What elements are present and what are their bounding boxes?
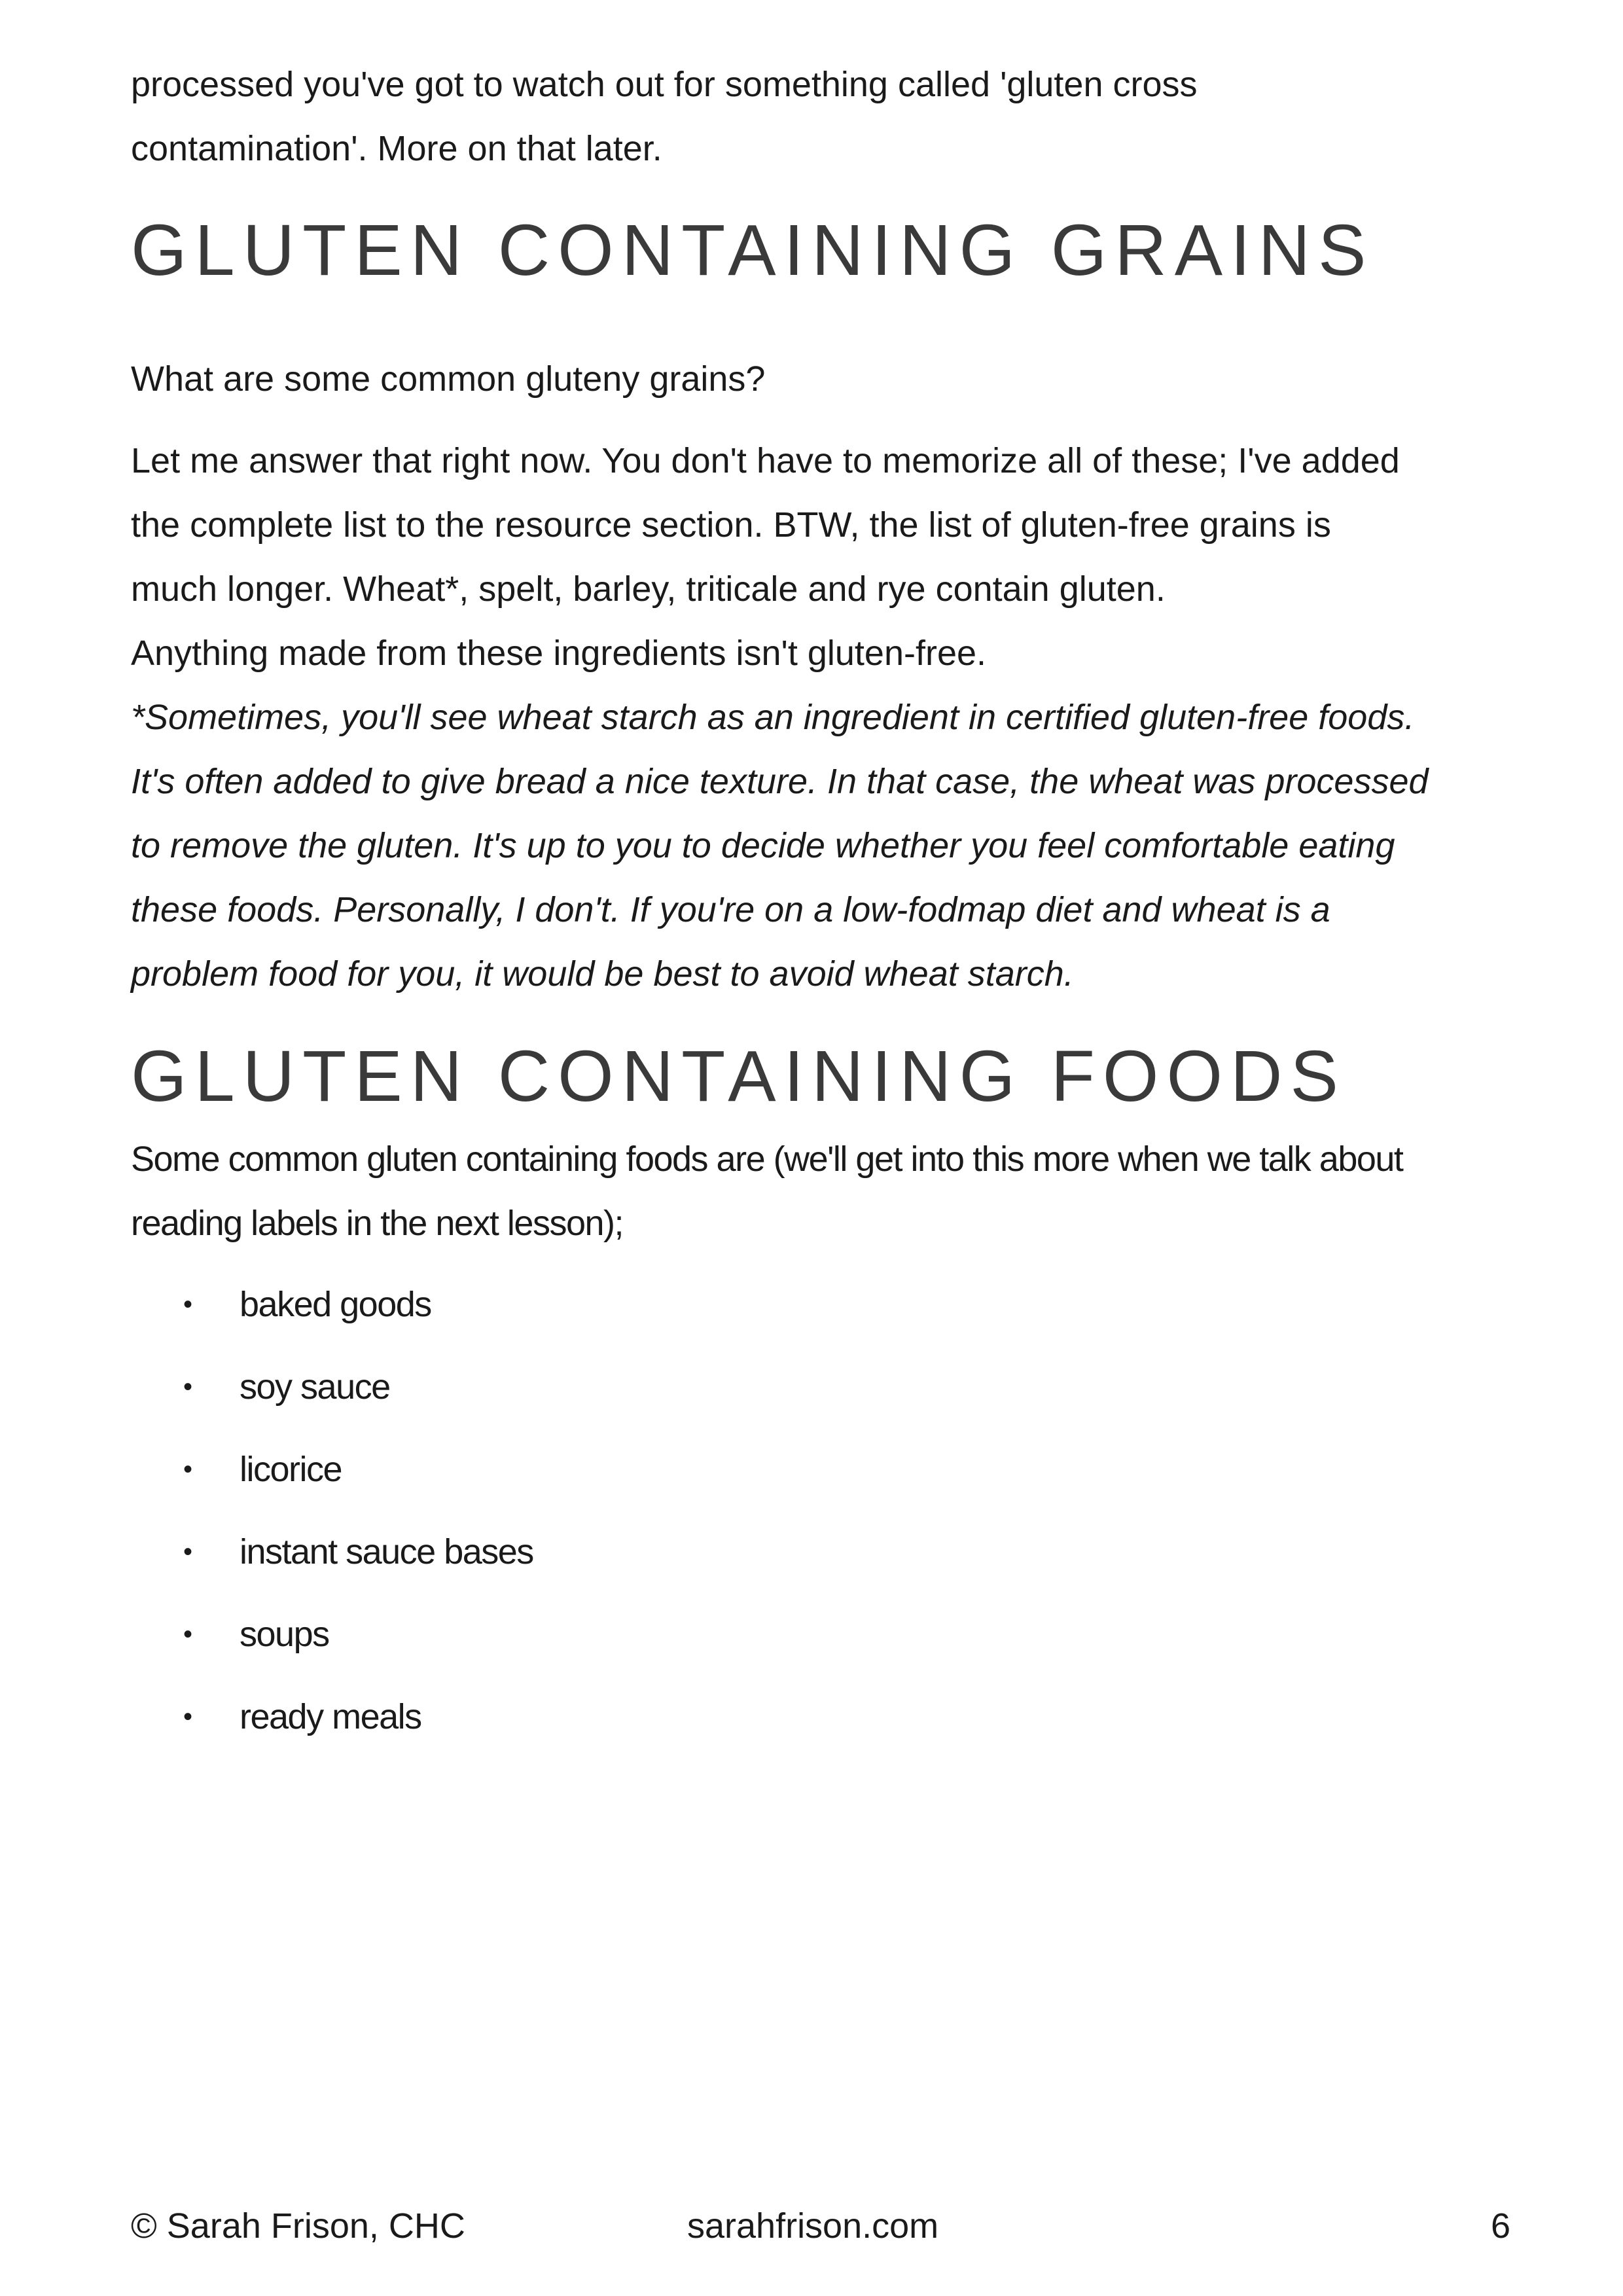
grains-heading-block [131,208,1518,293]
list-item-text: licorice [240,1450,342,1489]
footnote-line: these foods. Personally, I don't. If you're on a low-fodmap diet and wheat is a [131,890,1330,929]
intro-line: processed you've got to watch out for something called 'gluten cross [131,65,1198,104]
footer-website: sarahfrison.com [687,2206,939,2246]
bullet-icon: • [183,1290,192,1319]
list-item [131,1263,1518,1346]
section-heading-grains: GLUTEN CONTAINING GRAINS [131,210,1374,291]
answer-line: Anything made from these ingredients isn't gluten-free. [131,634,987,673]
list-item [131,1676,1518,1758]
grains-answer-paragraph [131,429,1518,1006]
footer-page-number: 6 [1490,2206,1510,2246]
intro-line: contamination'. More on that later. [131,129,662,168]
bullet-icon: • [183,1455,192,1484]
grains-question-block [131,347,1518,411]
intro-paragraph [131,52,1518,181]
answer-line: much longer. Wheat*, spelt, barley, triticale and rye contain gluten. [131,569,1166,609]
footnote-line: *Sometimes, you'll see wheat starch as an ingredient in certified gluten-free foods. [131,698,1415,737]
bullet-icon: • [183,1620,192,1649]
foods-intro-paragraph [131,1127,1518,1255]
list-item [131,1511,1518,1593]
list-item [131,1346,1518,1428]
bullet-icon: • [183,1537,192,1566]
list-item-text: soy sauce [240,1367,390,1407]
answer-line: the complete list to the resource section. BTW, the list of gluten-free grains is [131,505,1331,545]
list-item-text: ready meals [240,1697,421,1736]
foods-intro-line: Some common gluten containing foods are (we'll get into this more when we talk about [131,1139,1403,1179]
list-item-text: baked goods [240,1285,431,1324]
footnote-line: It's often added to give bread a nice texture. In that case, the wheat was processed [131,762,1429,801]
bullet-icon: • [183,1372,192,1401]
list-item [131,1428,1518,1511]
bullet-icon: • [183,1702,192,1731]
footnote-line: problem food for you, it would be best to avoid wheat starch. [131,954,1074,994]
foods-list-block [131,1263,1518,1758]
answer-line: Let me answer that right now. You don't have to memorize all of these; I've added [131,441,1400,480]
list-item-text: instant sauce bases [240,1532,533,1571]
section-heading-foods: GLUTEN CONTAINING FOODS [131,1036,1346,1117]
footnote-line: to remove the gluten. It's up to you to decide whether you feel comfortable eating [131,826,1395,865]
list-item-text: soups [240,1615,329,1654]
foods-heading-block [131,1034,1518,1119]
grains-question: What are some common gluteny grains? [131,359,766,399]
wheat-starch-footnote [131,685,1518,1006]
list-item [131,1593,1518,1676]
foods-intro-line: reading labels in the next lesson); [131,1204,623,1243]
gluten-foods-list [131,1263,1518,1758]
footer-copyright: © Sarah Frison, CHC [131,2206,465,2246]
